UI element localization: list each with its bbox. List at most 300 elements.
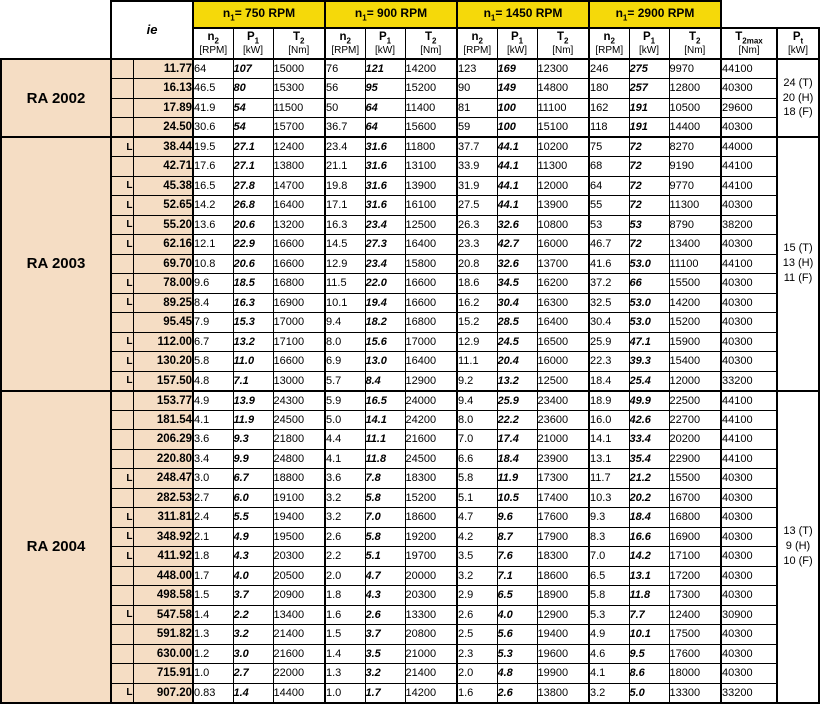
t2max-value: 44000 (721, 137, 777, 157)
p1-value-1: 8.4 (365, 371, 405, 391)
p1-value-0: 11.0 (233, 352, 273, 372)
n2-value-2: 7.0 (457, 430, 497, 450)
t2-value-0: 14700 (273, 176, 325, 196)
low-backlash-flag (111, 488, 133, 508)
n2-value-3: 6.5 (589, 566, 629, 586)
n2-value-3: 32.5 (589, 293, 629, 313)
table-row (1, 625, 819, 645)
t2-value-1: 14200 (405, 683, 457, 703)
t2-value-3: 22700 (669, 410, 721, 430)
low-backlash-flag: L (111, 605, 133, 625)
t2max-value: 44100 (721, 430, 777, 450)
n2-value-1: 2.6 (325, 527, 365, 547)
t2-value-2: 16000 (537, 235, 589, 255)
p1-value-3: 53 (629, 215, 669, 235)
t2-value-3: 17600 (669, 644, 721, 664)
n2-value-0: 5.8 (193, 352, 233, 372)
n2-value-0: 30.6 (193, 118, 233, 138)
n2-value-3: 41.6 (589, 254, 629, 274)
t2max-value: 40300 (721, 586, 777, 606)
low-backlash-flag (111, 59, 133, 79)
subheader-pt: $P_t$ [kW] (777, 28, 819, 59)
t2-value-2: 19400 (537, 625, 589, 645)
t2max-value: 44100 (721, 410, 777, 430)
n2-value-2: 20.8 (457, 254, 497, 274)
t2-value-0: 19100 (273, 488, 325, 508)
t2-value-2: 10800 (537, 215, 589, 235)
p1-value-1: 31.6 (365, 196, 405, 216)
table-row (1, 79, 819, 99)
t2max-value: 40300 (721, 196, 777, 216)
pt-value-1: 15 (T) 13 (H) 11 (F) (777, 137, 819, 391)
n2-value-2: 3.5 (457, 547, 497, 567)
t2-value-0: 20500 (273, 566, 325, 586)
t2-value-1: 21600 (405, 430, 457, 450)
t2max-value: 40300 (721, 547, 777, 567)
p1-value-0: 22.9 (233, 235, 273, 255)
n2-value-0: 13.6 (193, 215, 233, 235)
t2-value-1: 21000 (405, 644, 457, 664)
t2-value-0: 16800 (273, 274, 325, 294)
t2max-value: 40300 (721, 235, 777, 255)
p1-value-1: 31.6 (365, 157, 405, 177)
n2-value-0: 3.6 (193, 430, 233, 450)
t2max-value: 40300 (721, 274, 777, 294)
n2-value-1: 11.5 (325, 274, 365, 294)
n2-value-0: 6.7 (193, 332, 233, 352)
t2-value-0: 16600 (273, 254, 325, 274)
n2-value-0: 8.4 (193, 293, 233, 313)
n2-value-0: 2.4 (193, 508, 233, 528)
p1-value-3: 53.0 (629, 313, 669, 333)
t2max-value: 40300 (721, 79, 777, 99)
table-row (1, 391, 819, 411)
t2max-value: 40300 (721, 488, 777, 508)
p1-value-3: 42.6 (629, 410, 669, 430)
table-row (1, 508, 819, 528)
table-row (1, 644, 819, 664)
p1-value-3: 66 (629, 274, 669, 294)
n2-value-2: 2.9 (457, 586, 497, 606)
table-row (1, 254, 819, 274)
t2-value-1: 15800 (405, 254, 457, 274)
n2-value-2: 123 (457, 59, 497, 79)
p1-value-1: 14.1 (365, 410, 405, 430)
p1-value-3: 257 (629, 79, 669, 99)
t2-value-0: 13200 (273, 215, 325, 235)
ratio-value: 498.58 (133, 586, 193, 606)
n2-value-1: 3.2 (325, 508, 365, 528)
t2-value-0: 14400 (273, 683, 325, 703)
t2max-value: 40300 (721, 313, 777, 333)
p1-value-2: 7.6 (497, 547, 537, 567)
low-backlash-flag (111, 410, 133, 430)
n2-value-1: 5.0 (325, 410, 365, 430)
t2-value-2: 16000 (537, 352, 589, 372)
p1-value-0: 27.1 (233, 137, 273, 157)
t2-value-0: 17100 (273, 332, 325, 352)
t2-value-1: 16800 (405, 313, 457, 333)
n2-value-0: 41.9 (193, 98, 233, 118)
ratio-value: 38.44 (133, 137, 193, 157)
subheader-t2max: $T_{2max}$ [Nm] (721, 28, 777, 59)
table-row (1, 118, 819, 138)
t2-value-3: 14200 (669, 293, 721, 313)
group-name-2: RA 2004 (1, 391, 111, 703)
p1-value-0: 27.8 (233, 176, 273, 196)
p1-value-2: 18.4 (497, 449, 537, 469)
ratio-value: 78.00 (133, 274, 193, 294)
p1-value-3: 53.0 (629, 293, 669, 313)
p1-value-0: 6.0 (233, 488, 273, 508)
n2-value-2: 81 (457, 98, 497, 118)
t2-value-0: 15000 (273, 59, 325, 79)
t2-value-2: 17900 (537, 527, 589, 547)
n2-value-0: 4.9 (193, 391, 233, 411)
p1-value-0: 18.5 (233, 274, 273, 294)
ratio-value: 547.58 (133, 605, 193, 625)
t2-value-2: 12500 (537, 371, 589, 391)
p1-value-3: 72 (629, 196, 669, 216)
speed-group-header-3: $n_1= 2900$ RPM (589, 1, 721, 28)
table-row (1, 664, 819, 684)
ratio-value: 16.13 (133, 79, 193, 99)
t2max-value: 44100 (721, 176, 777, 196)
n2-value-1: 1.4 (325, 644, 365, 664)
t2-value-2: 16300 (537, 293, 589, 313)
ratio-value: 311.81 (133, 508, 193, 528)
t2-value-1: 16400 (405, 352, 457, 372)
t2-value-1: 14200 (405, 59, 457, 79)
p1-value-2: 7.1 (497, 566, 537, 586)
p1-value-2: 6.5 (497, 586, 537, 606)
t2-value-1: 17000 (405, 332, 457, 352)
n2-value-3: 75 (589, 137, 629, 157)
t2-value-3: 20200 (669, 430, 721, 450)
n2-value-3: 180 (589, 79, 629, 99)
p1-value-2: 28.5 (497, 313, 537, 333)
t2-value-3: 15200 (669, 313, 721, 333)
p1-value-3: 47.1 (629, 332, 669, 352)
p1-value-2: 32.6 (497, 254, 537, 274)
p1-value-1: 3.5 (365, 644, 405, 664)
t2max-value: 40300 (721, 644, 777, 664)
t2-value-0: 20900 (273, 586, 325, 606)
n2-value-0: 14.2 (193, 196, 233, 216)
n2-value-2: 59 (457, 118, 497, 138)
p1-value-3: 10.1 (629, 625, 669, 645)
p1-value-0: 7.1 (233, 371, 273, 391)
low-backlash-flag (111, 430, 133, 450)
n2-value-0: 10.8 (193, 254, 233, 274)
n2-value-1: 8.0 (325, 332, 365, 352)
low-backlash-flag (111, 664, 133, 684)
n2-value-3: 64 (589, 176, 629, 196)
p1-value-1: 64 (365, 118, 405, 138)
ratio-value: 411.92 (133, 547, 193, 567)
n2-value-2: 2.0 (457, 664, 497, 684)
low-backlash-flag: L (111, 352, 133, 372)
n2-value-2: 11.1 (457, 352, 497, 372)
t2-value-0: 13800 (273, 157, 325, 177)
p1-value-3: 25.4 (629, 371, 669, 391)
n2-value-0: 2.1 (193, 527, 233, 547)
n2-value-1: 2.2 (325, 547, 365, 567)
t2-value-1: 13900 (405, 176, 457, 196)
low-backlash-flag (111, 79, 133, 99)
p1-value-2: 44.1 (497, 157, 537, 177)
n2-value-0: 1.8 (193, 547, 233, 567)
low-backlash-flag (111, 449, 133, 469)
table-row (1, 469, 819, 489)
p1-value-2: 44.1 (497, 137, 537, 157)
p1-value-0: 27.1 (233, 157, 273, 177)
p1-value-1: 27.3 (365, 235, 405, 255)
p1-value-1: 31.6 (365, 137, 405, 157)
t2-value-2: 16200 (537, 274, 589, 294)
t2max-value: 33200 (721, 683, 777, 703)
n2-value-1: 36.7 (325, 118, 365, 138)
t2-value-2: 16400 (537, 313, 589, 333)
subheader-2-n2: $n_2$ [RPM] (457, 28, 497, 59)
pt-value-2: 13 (T) 9 (H) 10 (F) (777, 391, 819, 703)
t2-value-1: 18600 (405, 508, 457, 528)
p1-value-0: 9.9 (233, 449, 273, 469)
p1-value-2: 5.3 (497, 644, 537, 664)
p1-value-2: 32.6 (497, 215, 537, 235)
t2-value-3: 18000 (669, 664, 721, 684)
low-backlash-flag (111, 586, 133, 606)
p1-value-1: 23.4 (365, 215, 405, 235)
p1-value-2: 20.4 (497, 352, 537, 372)
n2-value-1: 4.1 (325, 449, 365, 469)
t2-value-1: 12900 (405, 371, 457, 391)
subheader-2-p1: $P_1$ [kW] (497, 28, 537, 59)
t2-value-0: 13400 (273, 605, 325, 625)
t2-value-3: 16700 (669, 488, 721, 508)
subheader-1-t2: $T_2$ [Nm] (405, 28, 457, 59)
table-row (1, 196, 819, 216)
p1-value-1: 4.7 (365, 566, 405, 586)
n2-value-1: 5.9 (325, 391, 365, 411)
p1-value-0: 80 (233, 79, 273, 99)
n2-value-2: 4.2 (457, 527, 497, 547)
subheader-2-t2: $T_2$ [Nm] (537, 28, 589, 59)
low-backlash-flag (111, 313, 133, 333)
t2-value-2: 23400 (537, 391, 589, 411)
t2-value-0: 24800 (273, 449, 325, 469)
n2-value-0: 17.6 (193, 157, 233, 177)
n2-value-2: 90 (457, 79, 497, 99)
table-row (1, 586, 819, 606)
p1-value-2: 100 (497, 98, 537, 118)
t2-value-1: 15200 (405, 79, 457, 99)
p1-value-1: 121 (365, 59, 405, 79)
p1-value-0: 15.3 (233, 313, 273, 333)
t2-value-2: 17400 (537, 488, 589, 508)
p1-value-1: 18.2 (365, 313, 405, 333)
n2-value-0: 1.2 (193, 644, 233, 664)
p1-value-2: 100 (497, 118, 537, 138)
n2-value-2: 8.0 (457, 410, 497, 430)
p1-value-2: 4.8 (497, 664, 537, 684)
t2-value-3: 8270 (669, 137, 721, 157)
t2-value-3: 10500 (669, 98, 721, 118)
p1-value-1: 11.1 (365, 430, 405, 450)
t2-value-1: 20800 (405, 625, 457, 645)
n2-value-3: 162 (589, 98, 629, 118)
t2-value-0: 16600 (273, 352, 325, 372)
n2-value-1: 19.8 (325, 176, 365, 196)
n2-value-1: 1.0 (325, 683, 365, 703)
t2-value-2: 21000 (537, 430, 589, 450)
n2-value-2: 1.6 (457, 683, 497, 703)
t2-value-2: 19900 (537, 664, 589, 684)
t2max-value: 40300 (721, 352, 777, 372)
subheader-1-p1: $P_1$ [kW] (365, 28, 405, 59)
n2-value-1: 6.9 (325, 352, 365, 372)
n2-value-0: 0.83 (193, 683, 233, 703)
table-row (1, 547, 819, 567)
t2-value-1: 16600 (405, 293, 457, 313)
n2-value-3: 5.8 (589, 586, 629, 606)
n2-value-2: 3.2 (457, 566, 497, 586)
n2-value-0: 1.4 (193, 605, 233, 625)
n2-value-2: 16.2 (457, 293, 497, 313)
n2-value-2: 37.7 (457, 137, 497, 157)
n2-value-3: 7.0 (589, 547, 629, 567)
p1-value-3: 9.5 (629, 644, 669, 664)
low-backlash-flag (111, 98, 133, 118)
n2-value-2: 15.2 (457, 313, 497, 333)
t2-value-1: 21400 (405, 664, 457, 684)
n2-value-1: 16.3 (325, 215, 365, 235)
n2-value-2: 6.6 (457, 449, 497, 469)
t2-value-3: 17500 (669, 625, 721, 645)
p1-value-0: 2.7 (233, 664, 273, 684)
p1-value-0: 2.2 (233, 605, 273, 625)
p1-value-1: 16.5 (365, 391, 405, 411)
ratio-value: 55.20 (133, 215, 193, 235)
t2-value-0: 16600 (273, 235, 325, 255)
n2-value-3: 11.7 (589, 469, 629, 489)
n2-value-2: 2.6 (457, 605, 497, 625)
t2-value-3: 12800 (669, 79, 721, 99)
n2-value-1: 1.6 (325, 605, 365, 625)
p1-value-1: 3.2 (365, 664, 405, 684)
p1-value-1: 15.6 (365, 332, 405, 352)
t2-value-3: 11300 (669, 196, 721, 216)
n2-value-1: 9.4 (325, 313, 365, 333)
n2-value-3: 68 (589, 157, 629, 177)
t2max-value: 44100 (721, 391, 777, 411)
p1-value-2: 5.6 (497, 625, 537, 645)
t2-value-1: 16400 (405, 235, 457, 255)
t2-value-1: 15200 (405, 488, 457, 508)
t2-value-0: 24500 (273, 410, 325, 430)
t2-value-3: 15900 (669, 332, 721, 352)
p1-value-2: 8.7 (497, 527, 537, 547)
p1-value-3: 72 (629, 137, 669, 157)
p1-value-1: 1.7 (365, 683, 405, 703)
n2-value-3: 10.3 (589, 488, 629, 508)
p1-value-2: 44.1 (497, 176, 537, 196)
n2-value-1: 1.8 (325, 586, 365, 606)
n2-value-3: 246 (589, 59, 629, 79)
p1-value-3: 72 (629, 235, 669, 255)
t2-value-3: 17100 (669, 547, 721, 567)
p1-value-0: 26.8 (233, 196, 273, 216)
t2max-value: 33200 (721, 371, 777, 391)
p1-value-0: 1.4 (233, 683, 273, 703)
low-backlash-flag (111, 391, 133, 411)
p1-value-3: 72 (629, 176, 669, 196)
n2-value-2: 27.5 (457, 196, 497, 216)
table-row (1, 566, 819, 586)
t2-value-2: 13900 (537, 196, 589, 216)
t2-value-3: 14400 (669, 118, 721, 138)
n2-value-1: 56 (325, 79, 365, 99)
t2-value-3: 12400 (669, 605, 721, 625)
t2-value-2: 16500 (537, 332, 589, 352)
p1-value-0: 107 (233, 59, 273, 79)
p1-value-3: 21.2 (629, 469, 669, 489)
low-backlash-flag: L (111, 469, 133, 489)
n2-value-2: 5.1 (457, 488, 497, 508)
t2-value-2: 18600 (537, 566, 589, 586)
ratio-value: 630.00 (133, 644, 193, 664)
n2-value-3: 3.2 (589, 683, 629, 703)
p1-value-1: 7.0 (365, 508, 405, 528)
n2-value-3: 18.4 (589, 371, 629, 391)
t2-value-1: 11400 (405, 98, 457, 118)
t2max-value: 40300 (721, 332, 777, 352)
ratio-value: 591.82 (133, 625, 193, 645)
n2-value-1: 5.7 (325, 371, 365, 391)
low-backlash-flag: L (111, 293, 133, 313)
t2max-value: 40300 (721, 566, 777, 586)
p1-value-3: 33.4 (629, 430, 669, 450)
t2-value-3: 16900 (669, 527, 721, 547)
p1-value-0: 4.0 (233, 566, 273, 586)
p1-value-1: 5.1 (365, 547, 405, 567)
table-row (1, 313, 819, 333)
speed-group-header-2: $n_1= 1450$ RPM (457, 1, 589, 28)
n2-value-1: 10.1 (325, 293, 365, 313)
n2-value-0: 64 (193, 59, 233, 79)
t2-value-1: 20300 (405, 586, 457, 606)
p1-value-3: 5.0 (629, 683, 669, 703)
ie-header: ie (111, 1, 193, 59)
low-backlash-flag (111, 644, 133, 664)
table-row (1, 293, 819, 313)
table-row (1, 274, 819, 294)
n2-value-0: 16.5 (193, 176, 233, 196)
table-row (1, 371, 819, 391)
p1-value-1: 3.7 (365, 625, 405, 645)
t2-value-2: 12300 (537, 59, 589, 79)
p1-value-1: 23.4 (365, 254, 405, 274)
n2-value-0: 1.3 (193, 625, 233, 645)
t2-value-1: 24200 (405, 410, 457, 430)
n2-value-1: 21.1 (325, 157, 365, 177)
n2-value-2: 9.4 (457, 391, 497, 411)
n2-value-3: 5.3 (589, 605, 629, 625)
n2-value-3: 4.9 (589, 625, 629, 645)
ratio-value: 220.80 (133, 449, 193, 469)
t2-value-3: 9970 (669, 59, 721, 79)
p1-value-0: 13.9 (233, 391, 273, 411)
